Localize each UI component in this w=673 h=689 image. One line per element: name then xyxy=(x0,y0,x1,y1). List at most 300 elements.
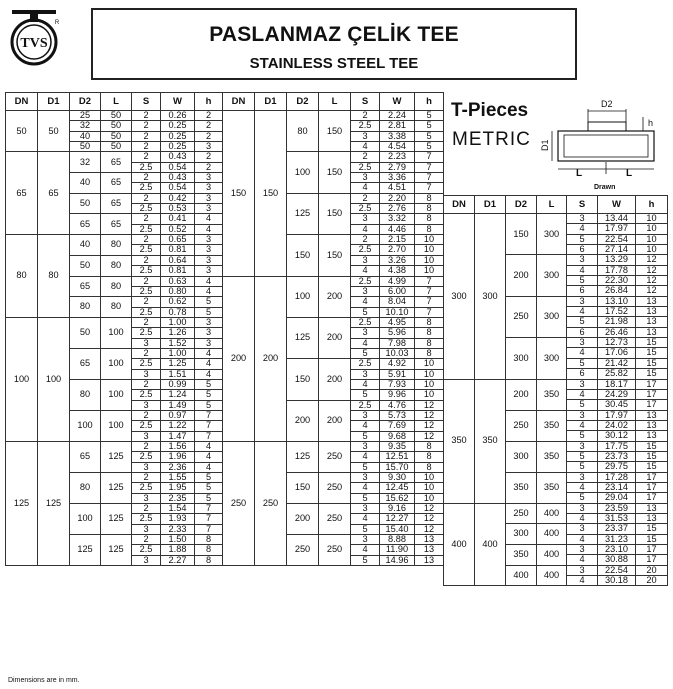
l-cell: 400 xyxy=(537,565,567,586)
w-cell: 17.06 xyxy=(598,348,636,358)
s-cell: 2 xyxy=(351,235,380,245)
s-cell: 4 xyxy=(567,307,598,317)
h-cell: 8 xyxy=(415,452,444,462)
column-header-dn: DN xyxy=(223,93,255,111)
w-cell: 15.62 xyxy=(380,493,415,503)
d2-cell: 65 xyxy=(70,276,101,297)
s-cell: 2 xyxy=(132,131,161,141)
h-cell: 10 xyxy=(415,245,444,255)
h-cell: 12 xyxy=(636,286,668,296)
d2-cell: 250 xyxy=(506,410,537,441)
s-cell: 4 xyxy=(351,142,380,152)
tee-table-left xyxy=(5,92,223,566)
w-cell: 1.95 xyxy=(161,483,195,493)
s-cell: 2 xyxy=(132,348,161,358)
table-header-row xyxy=(444,196,668,214)
h-cell: 3 xyxy=(195,193,223,203)
s-cell: 2 xyxy=(132,173,161,183)
w-cell: 0.78 xyxy=(161,307,195,317)
w-cell: 24.02 xyxy=(598,420,636,430)
w-cell: 30.12 xyxy=(598,431,636,441)
h-cell: 17 xyxy=(636,482,668,492)
s-cell: 2 xyxy=(132,535,161,545)
l-cell: 400 xyxy=(537,524,567,545)
w-cell: 9.30 xyxy=(380,473,415,483)
s-cell: 3 xyxy=(351,214,380,224)
w-cell: 9.96 xyxy=(380,390,415,400)
w-cell: 31.53 xyxy=(598,513,636,523)
h-cell: 3 xyxy=(195,317,223,327)
h-cell: 7 xyxy=(415,276,444,286)
label-l-right: L xyxy=(626,168,633,179)
s-cell: 3 xyxy=(132,369,161,379)
w-cell: 21.42 xyxy=(598,358,636,368)
w-cell: 4.51 xyxy=(380,183,415,193)
s-cell: 5 xyxy=(351,431,380,441)
column-header-dn: DN xyxy=(444,196,475,214)
w-cell: 2.70 xyxy=(380,245,415,255)
d2-cell: 200 xyxy=(506,255,537,296)
table-row xyxy=(6,111,223,121)
s-cell: 4 xyxy=(567,389,598,399)
column-header-w: W xyxy=(598,196,636,214)
s-cell: 2 xyxy=(132,317,161,327)
w-cell: 0.26 xyxy=(161,111,195,121)
s-cell: 6 xyxy=(567,245,598,255)
s-cell: 2.5 xyxy=(132,545,161,555)
l-cell: 200 xyxy=(319,276,351,317)
w-cell: 8.04 xyxy=(380,297,415,307)
h-cell: 4 xyxy=(195,276,223,286)
d2-cell: 300 xyxy=(506,338,537,379)
h-cell: 5 xyxy=(195,473,223,483)
h-cell: 13 xyxy=(415,545,444,555)
s-cell: 2.5 xyxy=(351,317,380,327)
h-cell: 2 xyxy=(195,131,223,141)
d2-cell: 65 xyxy=(70,348,101,379)
s-cell: 5 xyxy=(567,234,598,244)
h-cell: 3 xyxy=(195,338,223,348)
column-header-d2: D2 xyxy=(506,196,537,214)
s-cell: 2.5 xyxy=(132,514,161,524)
s-cell: 2.5 xyxy=(132,483,161,493)
s-cell: 3 xyxy=(351,286,380,296)
d2-cell: 250 xyxy=(506,503,537,524)
w-cell: 1.51 xyxy=(161,369,195,379)
s-cell: 2.5 xyxy=(132,286,161,296)
h-cell: 3 xyxy=(195,173,223,183)
h-cell: 13 xyxy=(636,327,668,337)
s-cell: 2 xyxy=(132,235,161,245)
w-cell: 0.41 xyxy=(161,214,195,224)
s-cell: 2 xyxy=(132,193,161,203)
s-cell: 4 xyxy=(567,482,598,492)
s-cell: 2.5 xyxy=(132,224,161,234)
table-row xyxy=(223,276,444,286)
s-cell: 2.5 xyxy=(351,400,380,410)
table-row xyxy=(6,442,223,452)
s-cell: 3 xyxy=(567,379,598,389)
h-cell: 10 xyxy=(415,379,444,389)
s-cell: 5 xyxy=(351,493,380,503)
w-cell: 0.43 xyxy=(161,173,195,183)
column-header-dn: DN xyxy=(6,93,38,111)
l-cell: 65 xyxy=(101,193,132,214)
l-cell: 65 xyxy=(101,173,132,194)
d2-cell: 150 xyxy=(287,473,319,504)
h-cell: 10 xyxy=(636,234,668,244)
d2-cell: 50 xyxy=(70,193,101,214)
s-cell: 4 xyxy=(567,420,598,430)
l-cell: 125 xyxy=(101,504,132,535)
s-cell: 2 xyxy=(132,297,161,307)
l-cell: 150 xyxy=(319,111,351,152)
w-cell: 0.81 xyxy=(161,266,195,276)
table-row xyxy=(6,235,223,245)
h-cell: 10 xyxy=(415,390,444,400)
d2-cell: 350 xyxy=(506,472,537,503)
h-cell: 10 xyxy=(415,235,444,245)
s-cell: 2.5 xyxy=(351,162,380,172)
dn-cell: 80 xyxy=(6,235,38,318)
s-cell: 3 xyxy=(132,462,161,472)
w-cell: 0.80 xyxy=(161,286,195,296)
h-cell: 13 xyxy=(636,296,668,306)
column-header-d1: D1 xyxy=(255,93,287,111)
h-cell: 5 xyxy=(415,131,444,141)
s-cell: 3 xyxy=(351,328,380,338)
d2-cell: 40 xyxy=(70,131,101,141)
w-cell: 11.90 xyxy=(380,545,415,555)
h-cell: 7 xyxy=(415,162,444,172)
tee-table-middle xyxy=(222,92,444,566)
h-cell: 4 xyxy=(195,224,223,234)
s-cell: 2 xyxy=(132,152,161,162)
w-cell: 3.38 xyxy=(380,131,415,141)
d1-cell: 200 xyxy=(255,276,287,442)
s-cell: 2 xyxy=(132,504,161,514)
logo-registered-mark: R xyxy=(54,20,60,26)
w-cell: 17.97 xyxy=(598,410,636,420)
s-cell: 4 xyxy=(351,452,380,462)
l-cell: 80 xyxy=(101,235,132,256)
h-cell: 5 xyxy=(415,142,444,152)
w-cell: 15.40 xyxy=(380,524,415,534)
h-cell: 13 xyxy=(636,513,668,523)
h-cell: 20 xyxy=(636,565,668,575)
s-cell: 5 xyxy=(567,462,598,472)
h-cell: 4 xyxy=(195,214,223,224)
l-cell: 65 xyxy=(101,152,132,173)
s-cell: 3 xyxy=(351,535,380,545)
h-cell: 10 xyxy=(636,214,668,224)
d2-cell: 150 xyxy=(506,214,537,255)
s-cell: 3 xyxy=(351,173,380,183)
w-cell: 4.92 xyxy=(380,359,415,369)
h-cell: 12 xyxy=(415,504,444,514)
s-cell: 2.5 xyxy=(132,452,161,462)
column-header-h: h xyxy=(636,196,668,214)
h-cell: 7 xyxy=(195,421,223,431)
label-h: h xyxy=(648,118,654,128)
h-cell: 13 xyxy=(636,317,668,327)
s-cell: 3 xyxy=(351,473,380,483)
h-cell: 8 xyxy=(195,545,223,555)
page-header xyxy=(91,8,577,80)
column-header-w: W xyxy=(161,93,195,111)
w-cell: 2.20 xyxy=(380,193,415,203)
w-cell: 0.65 xyxy=(161,235,195,245)
w-cell: 0.99 xyxy=(161,379,195,389)
w-cell: 1.47 xyxy=(161,431,195,441)
l-cell: 50 xyxy=(101,131,132,141)
w-cell: 9.68 xyxy=(380,431,415,441)
w-cell: 23.73 xyxy=(598,451,636,461)
w-cell: 7.98 xyxy=(380,338,415,348)
s-cell: 2 xyxy=(351,152,380,162)
column-header-l: L xyxy=(319,93,351,111)
d2-cell: 250 xyxy=(506,296,537,337)
dn-cell: 200 xyxy=(223,276,255,442)
h-cell: 17 xyxy=(636,555,668,565)
s-cell: 3 xyxy=(132,555,161,565)
l-cell: 125 xyxy=(101,473,132,504)
h-cell: 12 xyxy=(415,514,444,524)
l-cell: 50 xyxy=(101,121,132,131)
w-cell: 0.64 xyxy=(161,255,195,265)
h-cell: 15 xyxy=(636,534,668,544)
s-cell: 2 xyxy=(132,410,161,420)
s-cell: 2 xyxy=(132,255,161,265)
h-cell: 4 xyxy=(195,359,223,369)
w-cell: 22.54 xyxy=(598,565,636,575)
w-cell: 0.25 xyxy=(161,142,195,152)
s-cell: 4 xyxy=(567,348,598,358)
s-cell: 3 xyxy=(132,493,161,503)
w-cell: 1.88 xyxy=(161,545,195,555)
s-cell: 3 xyxy=(567,338,598,348)
l-cell: 250 xyxy=(319,504,351,535)
h-cell: 7 xyxy=(195,410,223,420)
h-cell: 15 xyxy=(636,358,668,368)
h-cell: 5 xyxy=(195,297,223,307)
l-cell: 80 xyxy=(101,276,132,297)
d2-cell: 125 xyxy=(70,535,101,566)
table-header-row xyxy=(6,93,223,111)
column-header-d2: D2 xyxy=(287,93,319,111)
w-cell: 1.93 xyxy=(161,514,195,524)
h-cell: 13 xyxy=(636,503,668,513)
h-cell: 10 xyxy=(415,473,444,483)
h-cell: 12 xyxy=(636,255,668,265)
s-cell: 2.5 xyxy=(132,390,161,400)
w-cell: 2.81 xyxy=(380,121,415,131)
w-cell: 4.99 xyxy=(380,276,415,286)
w-cell: 1.24 xyxy=(161,390,195,400)
h-cell: 12 xyxy=(415,524,444,534)
w-cell: 0.42 xyxy=(161,193,195,203)
h-cell: 17 xyxy=(636,379,668,389)
h-cell: 7 xyxy=(415,173,444,183)
l-cell: 200 xyxy=(319,400,351,441)
h-cell: 7 xyxy=(415,297,444,307)
d2-cell: 125 xyxy=(287,317,319,358)
s-cell: 5 xyxy=(351,462,380,472)
l-cell: 80 xyxy=(101,297,132,318)
s-cell: 5 xyxy=(351,307,380,317)
s-cell: 5 xyxy=(351,348,380,358)
l-cell: 350 xyxy=(537,410,567,441)
s-cell: 3 xyxy=(567,524,598,534)
w-cell: 0.25 xyxy=(161,121,195,131)
l-cell: 50 xyxy=(101,111,132,121)
l-cell: 350 xyxy=(537,472,567,503)
d2-cell: 400 xyxy=(506,565,537,586)
l-cell: 65 xyxy=(101,214,132,235)
s-cell: 2 xyxy=(351,193,380,203)
h-cell: 2 xyxy=(195,121,223,131)
h-cell: 7 xyxy=(195,524,223,534)
w-cell: 1.54 xyxy=(161,504,195,514)
w-cell: 22.54 xyxy=(598,234,636,244)
s-cell: 4 xyxy=(351,379,380,389)
d2-cell: 200 xyxy=(506,379,537,410)
h-cell: 15 xyxy=(636,451,668,461)
h-cell: 3 xyxy=(195,142,223,152)
h-cell: 3 xyxy=(195,235,223,245)
s-cell: 3 xyxy=(567,214,598,224)
w-cell: 24.29 xyxy=(598,389,636,399)
w-cell: 4.46 xyxy=(380,224,415,234)
w-cell: 0.54 xyxy=(161,183,195,193)
s-cell: 2 xyxy=(132,473,161,483)
s-cell: 2.5 xyxy=(132,328,161,338)
s-cell: 5 xyxy=(567,317,598,327)
h-cell: 13 xyxy=(636,431,668,441)
h-cell: 15 xyxy=(636,462,668,472)
d2-cell: 50 xyxy=(70,317,101,348)
l-cell: 250 xyxy=(319,535,351,566)
w-cell: 23.37 xyxy=(598,524,636,534)
h-cell: 13 xyxy=(415,535,444,545)
w-cell: 2.36 xyxy=(161,462,195,472)
d2-cell: 25 xyxy=(70,111,101,121)
w-cell: 9.16 xyxy=(380,504,415,514)
h-cell: 7 xyxy=(415,286,444,296)
w-cell: 23.59 xyxy=(598,503,636,513)
s-cell: 2.5 xyxy=(132,421,161,431)
s-cell: 2.5 xyxy=(132,245,161,255)
l-cell: 150 xyxy=(319,193,351,234)
w-cell: 7.93 xyxy=(380,379,415,389)
s-cell: 4 xyxy=(351,483,380,493)
h-cell: 17 xyxy=(636,389,668,399)
column-header-s: S xyxy=(351,93,380,111)
l-cell: 200 xyxy=(319,359,351,400)
d1-cell: 150 xyxy=(255,111,287,277)
s-cell: 4 xyxy=(567,534,598,544)
w-cell: 0.63 xyxy=(161,276,195,286)
d1-cell: 350 xyxy=(475,379,506,503)
s-cell: 6 xyxy=(567,369,598,379)
s-cell: 3 xyxy=(132,524,161,534)
h-cell: 7 xyxy=(195,514,223,524)
w-cell: 27.14 xyxy=(598,245,636,255)
s-cell: 3 xyxy=(351,131,380,141)
h-cell: 5 xyxy=(195,390,223,400)
s-cell: 2 xyxy=(351,111,380,121)
w-cell: 12.45 xyxy=(380,483,415,493)
d2-cell: 40 xyxy=(70,173,101,194)
h-cell: 3 xyxy=(195,255,223,265)
d2-cell: 125 xyxy=(287,442,319,473)
w-cell: 13.10 xyxy=(598,296,636,306)
column-header-l: L xyxy=(537,196,567,214)
w-cell: 1.56 xyxy=(161,442,195,452)
tvs-logo xyxy=(8,8,60,68)
h-cell: 7 xyxy=(415,183,444,193)
s-cell: 2.5 xyxy=(351,359,380,369)
s-cell: 3 xyxy=(351,410,380,420)
w-cell: 26.84 xyxy=(598,286,636,296)
w-cell: 6.00 xyxy=(380,286,415,296)
d2-cell: 65 xyxy=(70,442,101,473)
h-cell: 8 xyxy=(415,224,444,234)
l-cell: 400 xyxy=(537,503,567,524)
l-cell: 125 xyxy=(101,442,132,473)
table-row xyxy=(223,111,444,121)
w-cell: 12.73 xyxy=(598,338,636,348)
s-cell: 4 xyxy=(567,265,598,275)
w-cell: 5.91 xyxy=(380,369,415,379)
s-cell: 2 xyxy=(132,442,161,452)
column-header-d2: D2 xyxy=(70,93,101,111)
h-cell: 10 xyxy=(415,369,444,379)
h-cell: 4 xyxy=(195,452,223,462)
table-row xyxy=(444,214,668,224)
h-cell: 2 xyxy=(195,111,223,121)
w-cell: 17.75 xyxy=(598,441,636,451)
h-cell: 2 xyxy=(195,162,223,172)
w-cell: 2.76 xyxy=(380,204,415,214)
s-cell: 2 xyxy=(132,142,161,152)
h-cell: 3 xyxy=(195,183,223,193)
h-cell: 3 xyxy=(195,328,223,338)
w-cell: 4.54 xyxy=(380,142,415,152)
s-cell: 2.5 xyxy=(132,266,161,276)
s-cell: 2.5 xyxy=(351,245,380,255)
tpieces-title: T-Pieces xyxy=(451,100,529,121)
h-cell: 8 xyxy=(415,348,444,358)
l-cell: 300 xyxy=(537,214,567,255)
h-cell: 10 xyxy=(415,266,444,276)
w-cell: 14.96 xyxy=(380,555,415,565)
l-cell: 100 xyxy=(101,317,132,348)
d1-cell: 65 xyxy=(38,152,70,235)
h-cell: 4 xyxy=(195,369,223,379)
l-cell: 150 xyxy=(319,235,351,276)
h-cell: 17 xyxy=(636,493,668,503)
w-cell: 10.10 xyxy=(380,307,415,317)
s-cell: 5 xyxy=(567,451,598,461)
h-cell: 13 xyxy=(636,410,668,420)
w-cell: 30.18 xyxy=(598,576,636,586)
l-cell: 300 xyxy=(537,338,567,379)
l-cell: 400 xyxy=(537,545,567,566)
d2-cell: 100 xyxy=(287,276,319,317)
w-cell: 0.81 xyxy=(161,245,195,255)
logo-text: TVS xyxy=(20,36,48,51)
